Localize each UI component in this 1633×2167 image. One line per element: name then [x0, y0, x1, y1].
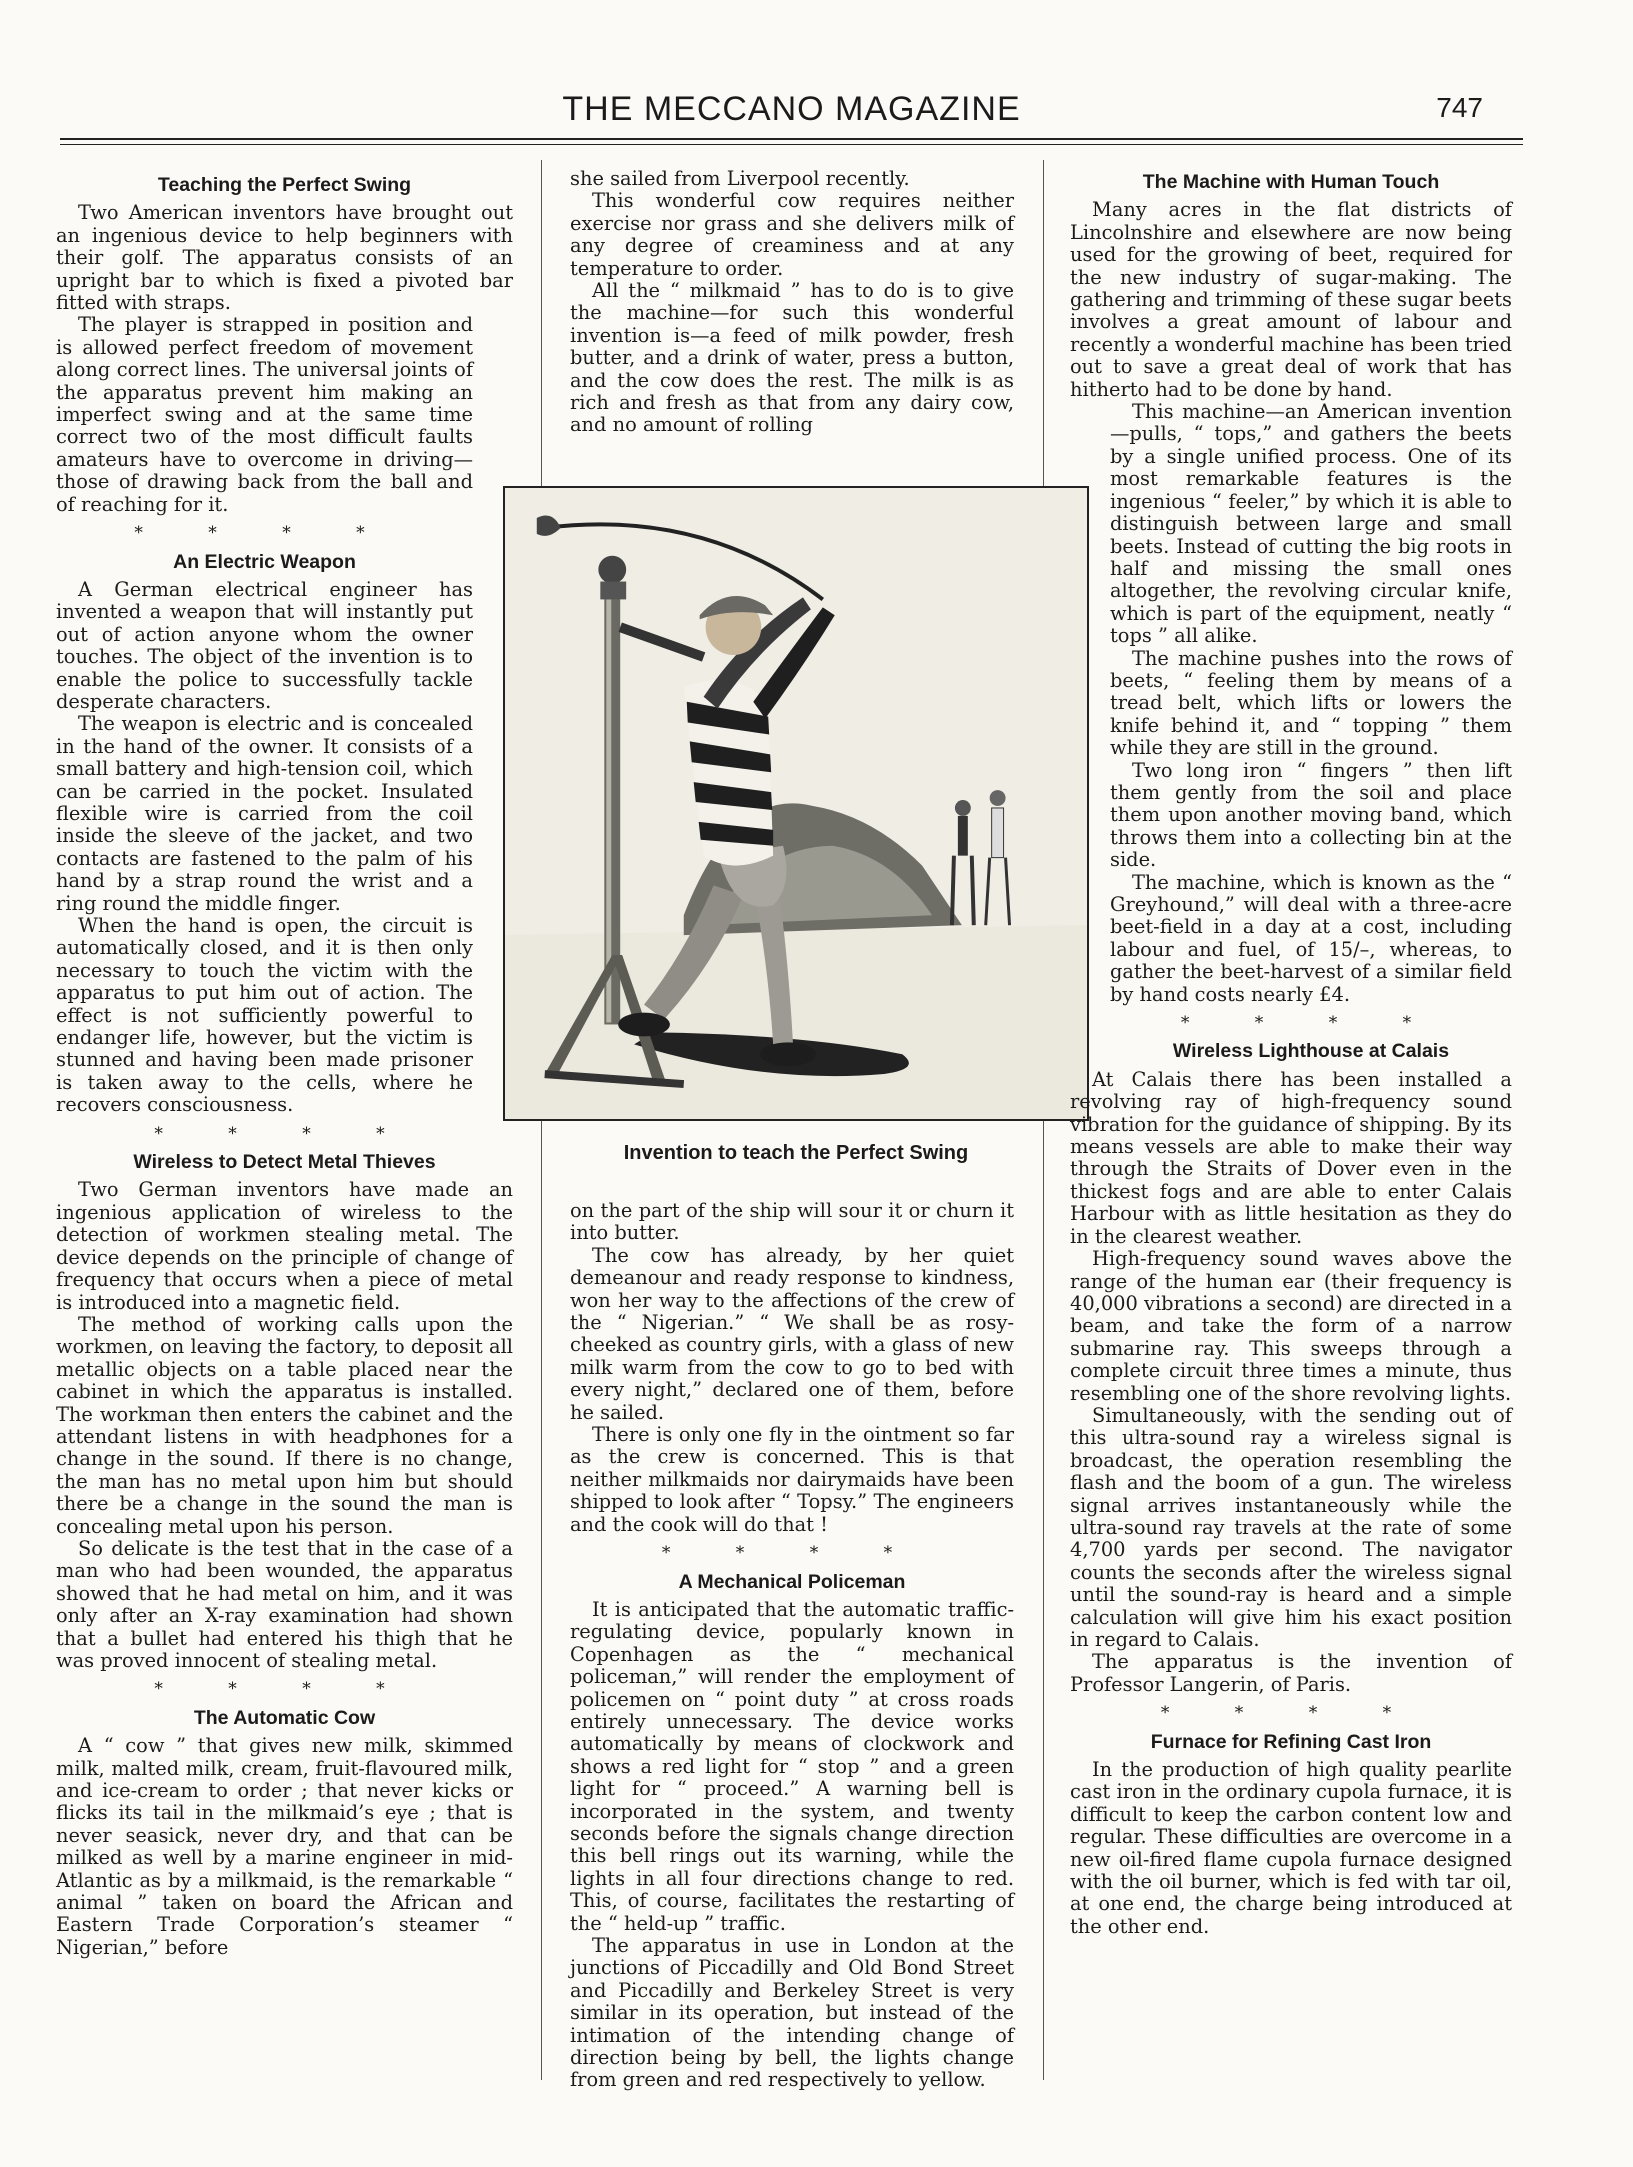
- column-middle-top: [570, 168, 1014, 437]
- section-separator: * * * *: [1160, 1703, 1422, 1724]
- paragraph: High-frequency sound waves above the range of the human ear (their frequency is 40,000 vibrations a second) are directed in a beam, and take the form of a narrow submarine ray. This sweeps through a complete circuit three times a minute, thus resembling one of the shore revolving lights.: [1070, 1247, 1512, 1405]
- page-number: 747: [1436, 92, 1483, 123]
- article-heading: An Electric Weapon: [173, 550, 356, 573]
- header-rule-thin: [60, 144, 1523, 145]
- section-separator: * * * *: [154, 1123, 415, 1144]
- paragraph: There is only one fly in the ointment so far as the crew is concerned. This is that neither milkmaids nor dairymaids have been shipped to look after “ Topsy.” The engineers and the cook will do that !: [570, 1423, 1014, 1536]
- paragraph: A German electrical engineer has invented a weapon that will instantly put out of action anyone whom the owner touches. The object of the invention is to enable the police to successfully tackle desperate characters.: [56, 577, 473, 713]
- paragraph: This machine—an American invention—pulls, “ tops,” and gathers the beets by a single unified process. One of its most remarkable features is the ingenious “ feeler,” by which it is able to distinguish between large and small beets. Instead of cutting the big roots in half and missing the small ones altogether, the revolving circular knife, which is part of the equipment, neatly “ tops ” all alike.: [1110, 400, 1512, 648]
- magazine-title: THE MECCANO MAGAZINE: [562, 90, 1021, 128]
- paragraph: The weapon is electric and is concealed in the hand of the owner. It consists of a small battery and high-tension coil, which can be carried in the pocket. Insulated flexible wire is carried from the coil inside the sleeve of the jacket, and two contacts are fastened to the palm of his hand by a strap round the wrist and a ring round the middle finger.: [56, 712, 473, 915]
- article-heading: The Machine with Human Touch: [1142, 171, 1440, 193]
- paragraph: The machine pushes into the rows of beets, “ feeling them by means of a tread belt, which lifts or lowers the knife behind it, and “ topping ” them while they are still in the ground.: [1110, 646, 1512, 760]
- paragraph: The apparatus in use in London at the junctions of Piccadilly and Old Bond Street and Piccadilly and Berkeley Street is very similar in its operation, but instead of the intimation of the intending change of direction being by bell, the lights change from green and red respectively to yellow.: [570, 1934, 1014, 2092]
- column-left: [56, 168, 513, 1959]
- paragraph: The method of working calls upon the workmen, on leaving the factory, to deposit all metallic objects on a table placed near the cabinet in which the apparatus is installed. The workman then enters the cabinet and the attendant listens in with headphones for a change in the sound. If there is no change, the man has no metal upon him but should there be a change in the sound the man is concealing metal upon his person.: [56, 1312, 513, 1538]
- paragraph: In the production of high quality pearlite cast iron in the ordinary cupola furnace, it is difficult to keep the carbon content low and regular. These difficulties are overcome in a new oil-fired flame cupola furnace designed with the oil burner, which is fed with tar oil, at one end, the charge being introduced at the other end.: [1070, 1758, 1512, 1938]
- header-rule: [60, 138, 1523, 140]
- paragraph: It is anticipated that the automatic traffic-regulating device, popularly known in Copenhagen as the “ mechanical policeman,” will render the employment of policemen on “ point duty ” at cross roads entirely unnecessary. The device works automatically by means of clockwork and shows a red light for “ stop ” and a green light for “ proceed.” A warning bell is incorporated in the system, and twenty seconds before the signals change direction this bell rings out its warning, while the lights in all four directions change to red. This, of course, facilitates the restarting of the “ held-up ” traffic.: [570, 1597, 1014, 1935]
- section-separator: * * * *: [661, 1543, 923, 1564]
- paragraph: Simultaneously, with the sending out of this ultra-sound ray a wireless signal is broadcast, the operation resembling the flash and the boom of a gun. The wireless signal arrives instantaneously while the ultra-sound ray travels at the rate of some 4,700 yards per second. The navigator counts the seconds after the wireless signal until the sound-ray is heard and a simple calculation will give him his exact position in regard to Calais.: [1070, 1403, 1512, 1651]
- golfer-drawing: [505, 488, 1087, 1119]
- paragraph: A “ cow ” that gives new milk, skimmed milk, malted milk, cream, fruit-flavoured milk, and ice-cream to order ; that never kicks or flicks its tail in the milkmaid’s eye ; that is never seasick, never dry, and that can be milked as well by a marine engineer in mid-Atlantic as by a milkmaid, is the remarkable “ animal ” taken on board the African and Eastern Trade Corporation’s steamer “ Nigerian,” before: [56, 1734, 513, 1959]
- paragraph: This wonderful cow requires neither exercise nor grass and she delivers milk of any degree of creaminess and at any temperature to order.: [570, 189, 1014, 280]
- figure-caption: Invention to teach the Perfect Swing: [623, 1142, 969, 1164]
- paragraph: All the “ milkmaid ” has to do is to give the machine—for such this wonderful invention is—a feed of milk powder, fresh butter, and a drink of water, press a button, and the cow does the rest. The milk is as rich and fresh as that from any dairy cow, and no amount of rolling: [570, 279, 1014, 437]
- column-right: [1070, 165, 1512, 1938]
- paragraph: When the hand is open, the circuit is automatically closed, and it is then only necessary to touch the victim with the apparatus to put him out of action. The effect is not sufficiently powerful to endanger life, however, but the victim is stunned and having been made prisoner is taken away to the cells, where he recovers consciousness.: [56, 914, 473, 1117]
- article-heading: Furnace for Refining Cast Iron: [1150, 1730, 1432, 1753]
- article-heading: The Automatic Cow: [193, 1706, 376, 1729]
- paragraph: she sailed from Liverpool recently.: [570, 167, 910, 190]
- article-heading: Teaching the Perfect Swing: [157, 174, 412, 196]
- paragraph: The machine, which is known as the “ Greyhound,” will deal with a three-acre beet-field in a day at a cost, including labour and fuel, of 15/–, whereas, to gather the beet-harvest of a similar field by hand costs nearly £4.: [1110, 870, 1512, 1006]
- paragraph: Many acres in the flat districts of Lincolnshire and elsewhere are now being used for the growing of beet, required for the new industry of sugar-making. The gathering and trimming of these sugar beets involves a great amount of labour and recently a wonderful machine has been tried out to save a great deal of work that has hitherto had to be done by hand.: [1070, 198, 1512, 401]
- section-separator: * * * *: [134, 523, 395, 544]
- article-heading: Wireless to Detect Metal Thieves: [133, 1151, 436, 1174]
- column-middle-bottom: [570, 1200, 1014, 2092]
- paragraph: Two long iron “ fingers ” then lift them gently from the soil and place them upon another moving band, which throws them into a collecting bin at the side.: [1110, 758, 1512, 872]
- page-header: [60, 88, 1523, 138]
- article-heading: Wireless Lighthouse at Calais: [1172, 1040, 1450, 1063]
- section-separator: * * * *: [154, 1679, 415, 1700]
- paragraph: on the part of the ship will sour it or churn it into butter.: [570, 1199, 1014, 1245]
- paragraph: Two German inventors have made an ingenious application of wireless to the detection of workmen stealing metal. The device depends on the principle of change of frequency that occurs when a piece of metal is introduced into a magnetic field.: [56, 1178, 513, 1314]
- paragraph: The player is strapped in position and is allowed perfect freedom of movement along correct lines. The universal joints of the apparatus prevent him making an imperfect swing and at the same time correct two of the most difficult faults amateurs have to overcome in driving—those of drawing back from the ball and of reaching for it.: [56, 313, 473, 516]
- section-separator: * * * *: [1180, 1013, 1442, 1034]
- paragraph: Two American inventors have brought out an ingenious device to help beginners with their golf. The apparatus consists of an upright bar to which is fixed a pivoted bar fitted with straps.: [56, 201, 513, 315]
- article-heading: A Mechanical Policeman: [678, 1570, 906, 1593]
- paragraph: So delicate is the test that in the case of a man who had been wounded, the apparatus showed that he had metal on him, and it was only after an X-ray examination had shown that a bullet had entered his thigh that he was proved innocent of stealing metal.: [56, 1536, 513, 1672]
- paragraph: The apparatus is the invention of Professor Langerin, of Paris.: [1070, 1650, 1512, 1696]
- paragraph: The cow has already, by her quiet demeanour and ready response to kindness, won her way to the affections of the crew of the “ Nigerian.” “ We shall be as rosy-cheeked as country girls, with a glass of new milk warm from the cow to go to bed with every night,” declared one of them, before he sailed.: [570, 1243, 1014, 1424]
- golf-swing-illustration: [503, 486, 1089, 1121]
- paragraph: At Calais there has been installed a revolving ray of high-frequency sound vibration for the guidance of shipping. By its means vessels are able to make their way through the Straits of Dover even in the thickest fogs and are able to enter Calais Harbour with as little hesitation as they do in the clearest weather.: [1070, 1067, 1512, 1248]
